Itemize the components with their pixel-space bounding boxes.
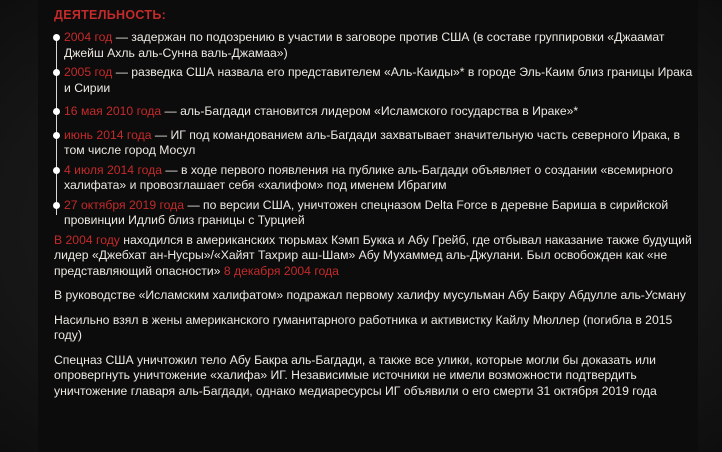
timeline-dot-icon — [53, 132, 60, 139]
timeline-item — [64, 163, 694, 194]
timeline-date: июнь 2014 года — [64, 127, 152, 142]
paragraph-date: В 2004 году — [54, 232, 120, 247]
timeline-dot-icon — [53, 202, 60, 209]
timeline — [54, 30, 694, 229]
timeline-dot-icon — [53, 34, 60, 41]
timeline-line — [56, 40, 57, 215]
timeline-date: 27 октября 2019 года — [64, 197, 185, 212]
paragraph-caliph: В руководстве «Исламским халифатом» подражал первому халифу мусульман Абу Бакру Абдулле аль-Усману — [54, 288, 686, 302]
paragraph-date: 8 декабря 2004 года — [223, 263, 339, 278]
article-content — [54, 8, 694, 399]
timeline-item — [64, 104, 694, 120]
section-heading: ДЕЯТЕЛЬНОСТЬ: — [54, 8, 167, 22]
timeline-date: 2004 год — [64, 30, 113, 44]
paragraph-death: Спецназ США уничтожил тело Абу Бакра аль-Багдади, а также все улики, которые могли бы доказать или опровергнуть уничтожение «халифа» ИГ. Независимые источники не имели возможности подтвердить уничтожение главаря аль-Багдади, однако медиаресурсы ИГ объявили о его смерти 31 октября 2019 года — [54, 352, 657, 398]
timeline-text: — ИГ под командованием аль-Багдади захватывает значительную часть северного Ирака, в том числе город Мосул — [64, 127, 681, 157]
paragraph-mueller: Насильно взял в жены американского гуманитарного работника и активистку Кайлу Мюллер (погибла в 2015 году) — [54, 312, 673, 342]
timeline-text: — по версии США, уничтожен спецназом Delta Force в деревне Бариша в сирийской провинции Идлиб близ границы с Турцией — [64, 197, 669, 227]
timeline-date: 4 июля 2014 года — [64, 162, 163, 177]
timeline-item — [64, 65, 694, 96]
timeline-text: — разведка США назвала его представителем «Аль-Каиды»* в городе Эль-Каим близ границы Ирака и Сирии — [64, 65, 693, 95]
timeline-dot-icon — [53, 108, 60, 115]
timeline-item — [64, 198, 694, 229]
timeline-dot-icon — [53, 167, 60, 174]
paragraph-text: находился в американских тюрьмах Кэмп Букка и Абу Грейб, где отбывал наказание также будущий лидер «Джебхат ан-Нусры»/«Хайят Тахрир аш-Шам» Абу Мухаммед аль-Джулани. Был освобожден как «не представляющий опасности» — [54, 232, 692, 278]
timeline-dot-icon — [53, 69, 60, 76]
timeline-date: 16 мая 2010 года — [64, 104, 162, 118]
timeline-text: — задержан по подозрению в участии в заговоре против США (в составе группировки «Джаамат Джейш Ахль аль-Сунна валь-Джамаа») — [64, 30, 665, 60]
timeline-text: — в ходе первого появления на публике аль-Багдади объявляет о создании «всемирного халифата» и провозглашает себя «халифом» под именем Ибрагим — [64, 162, 673, 192]
timeline-text: — аль-Багдади становится лидером «Исламского государства в Ираке»* — [161, 104, 579, 118]
timeline-item — [64, 30, 694, 61]
timeline-item — [64, 128, 694, 159]
paragraph-prison — [54, 233, 694, 280]
timeline-date: 2005 год — [64, 65, 113, 79]
